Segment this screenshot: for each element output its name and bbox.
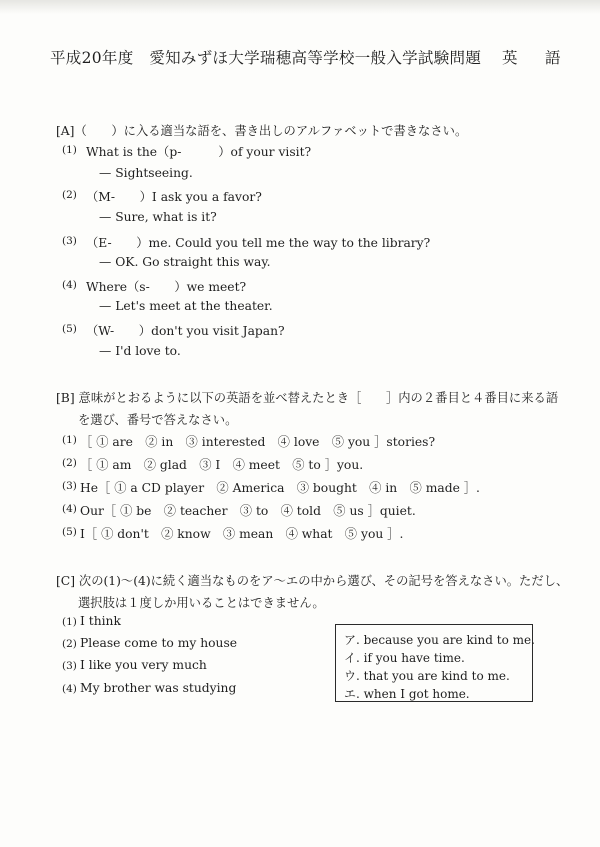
choice-a: ア. because you are kind to me. [344, 633, 535, 647]
item-number: (3) [62, 660, 77, 672]
scan-shadow [0, 0, 600, 14]
answer-text: — Let's meet at the theater. [99, 299, 273, 313]
answer-text: — Sightseeing. [99, 166, 193, 180]
item-number: (2) [62, 189, 77, 201]
answer-text: — I'd love to. [99, 344, 181, 358]
choice-u: ウ. that you are kind to me. [344, 669, 510, 683]
choices-box [335, 624, 533, 702]
question-text: （W- ）don't you visit Japan? [86, 324, 285, 338]
item-number: (1) [62, 434, 77, 446]
choice-i: イ. if you have time. [344, 651, 465, 665]
section-c-heading-line2: 選択肢は１度しか用いることはできません。 [78, 596, 325, 610]
item-number: (5) [62, 323, 77, 335]
exam-header [50, 46, 567, 68]
exam-title: 平成20年度 愛知みずほ大学瑞穂高等学校一般入学試験問題 [50, 49, 482, 67]
section-b-heading-line1: [B] 意味がとおるように以下の英語を並べ替えたとき［ ］内の２番目と４番目に来る語 [56, 391, 559, 405]
item-number: (2) [62, 457, 77, 469]
item-number: (3) [62, 480, 77, 492]
choice-e: エ. when I got home. [344, 687, 470, 701]
item-number: (1) [62, 144, 77, 156]
item-number: (3) [62, 235, 77, 247]
sentence-start: I think [80, 614, 121, 628]
exam-subject: 英 語 [502, 49, 567, 67]
question-text: Where（s- ）we meet? [86, 280, 247, 294]
section-c-heading-line1: [C] 次の(1)～(4)に続く適当なものをア～エの中から選び、その記号を答えなさい。ただし、 [56, 574, 569, 588]
section-b-heading-line2: を選び、番号で答えなさい。 [78, 413, 238, 427]
sentence-start: Please come to my house [80, 636, 238, 650]
reorder-text: Our［ ① be ② teacher ③ to ④ told ⑤ us ］quiet. [80, 504, 416, 518]
reorder-text: ［ ① are ② in ③ interested ④ love ⑤ you ］stories? [80, 435, 436, 449]
reorder-text: ［ ① am ② glad ③ I ④ meet ⑤ to ］you. [80, 458, 364, 472]
reorder-text: I［ ① don't ② know ③ mean ④ what ⑤ you ］. [80, 527, 404, 541]
sentence-start: I like you very much [80, 658, 207, 672]
item-number: (4) [62, 683, 77, 695]
question-text: （M- ）I ask you a favor? [86, 190, 262, 204]
item-number: (5) [62, 526, 77, 538]
item-number: (4) [62, 279, 77, 291]
reorder-text: He［ ① a CD player ② America ③ bought ④ in ⑤ made ］. [80, 481, 480, 495]
item-number: (2) [62, 638, 77, 650]
item-number: (4) [62, 503, 77, 515]
question-text: What is the（p- ）of your visit? [86, 145, 312, 159]
question-text: （E- ）me. Could you tell me the way to the library? [86, 236, 431, 250]
answer-text: — OK. Go straight this way. [99, 255, 271, 269]
sentence-start: My brother was studying [80, 681, 237, 695]
answer-text: — Sure, what is it? [99, 210, 217, 224]
section-a-heading: [A]（ ）に入る適当な語を、書き出しのアルファベットで書きなさい。 [56, 124, 468, 138]
item-number: (1) [62, 616, 77, 628]
